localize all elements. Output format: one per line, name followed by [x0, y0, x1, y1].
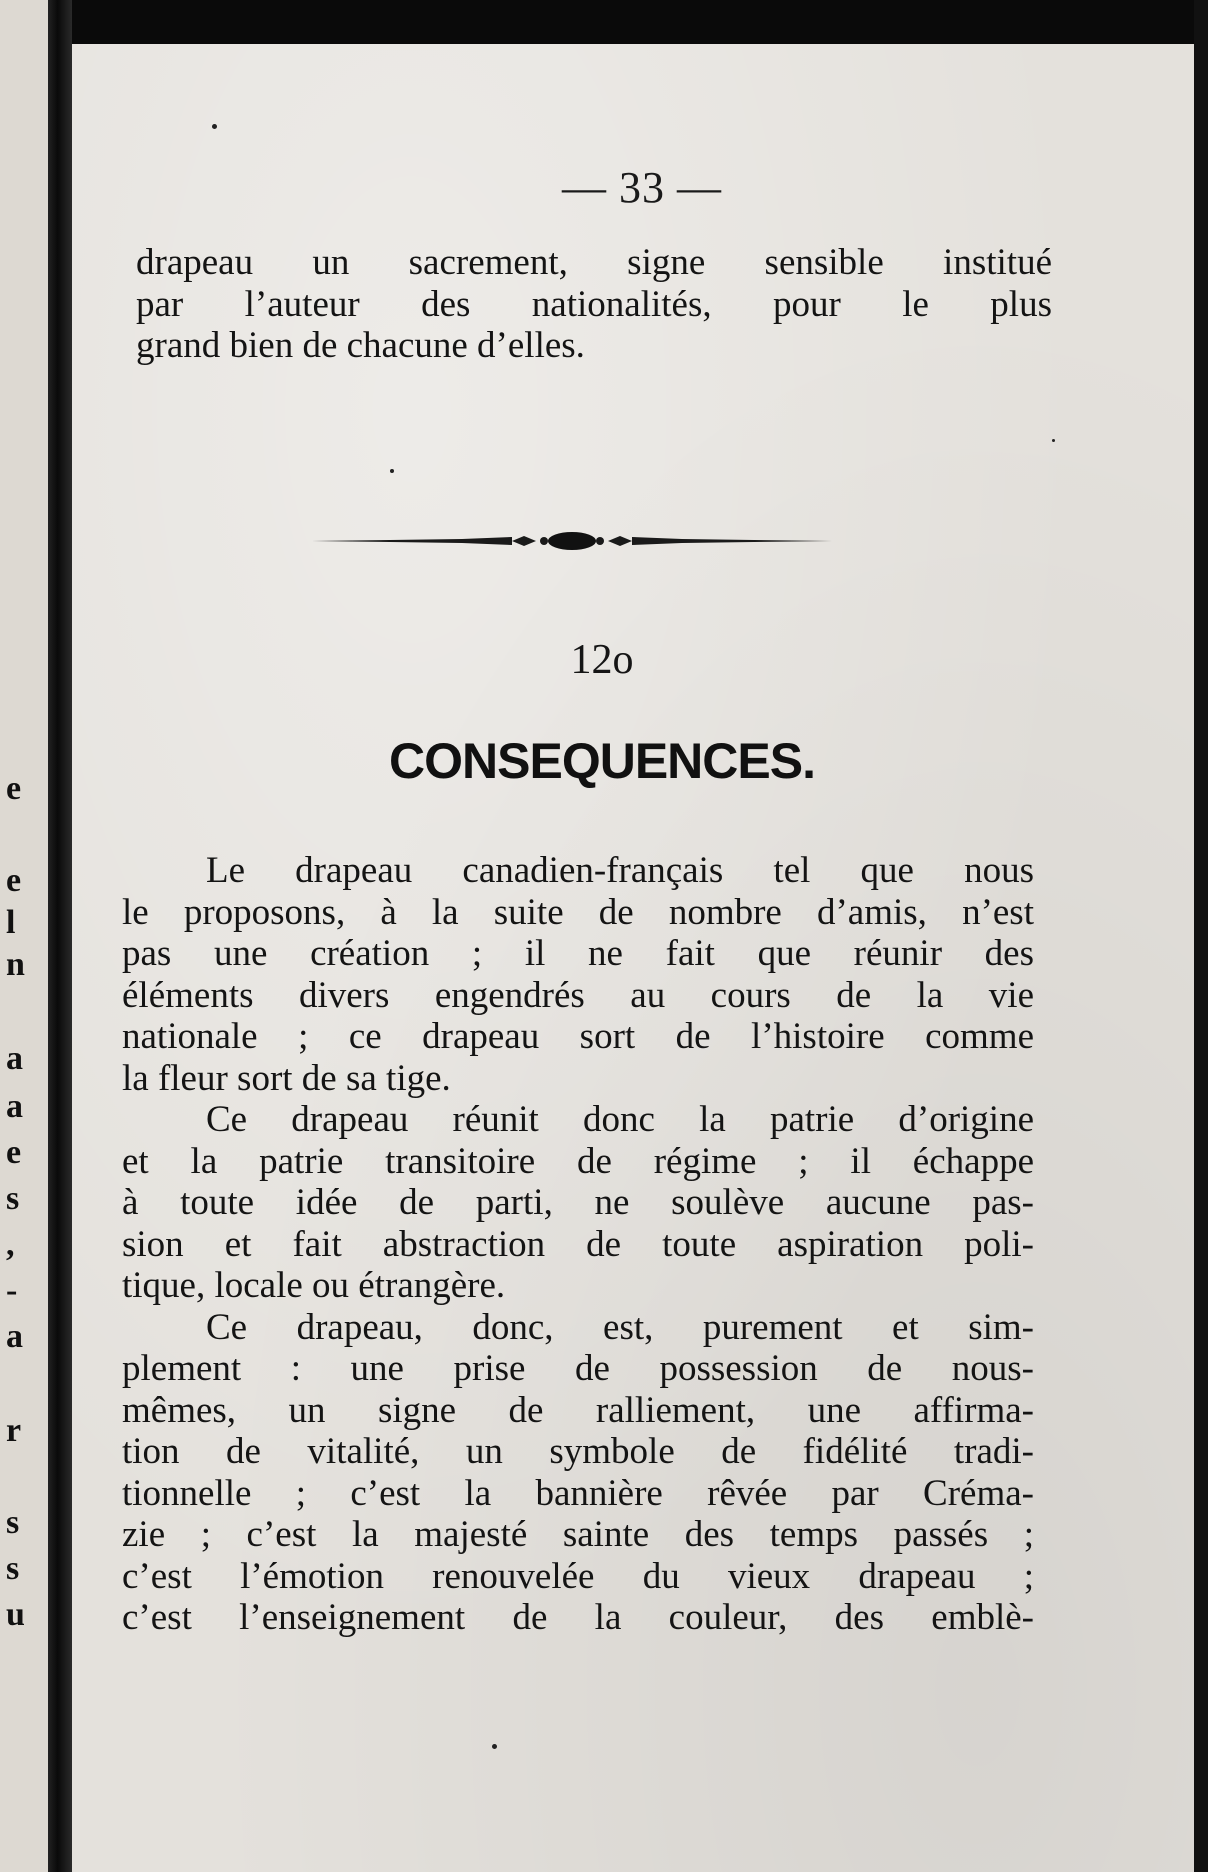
paper-speck	[492, 1744, 497, 1749]
previous-page-edge	[0, 0, 48, 1872]
ornamental-rule	[312, 526, 832, 556]
text-line: pas une création ; il ne fait que réunir des	[122, 933, 1034, 974]
text-line: c’est l’enseignement de la couleur, des emblè-	[122, 1597, 1034, 1638]
text-line: à toute idée de parti, ne soulève aucune pas-	[122, 1182, 1034, 1223]
text-line: Ce drapeau réunit donc la patrie d’origine	[206, 1099, 1034, 1140]
text-line: zie ; c’est la majesté sainte des temps passés ;	[122, 1514, 1034, 1555]
bleed-letter: s	[6, 1504, 20, 1541]
bleed-letter: e	[6, 1134, 22, 1171]
section-title: CONSEQUENCES.	[389, 733, 815, 789]
paper-speck	[1052, 439, 1055, 442]
book-page	[72, 44, 1204, 1872]
page-number: — 33 —	[562, 163, 722, 212]
bleed-letter: -	[6, 1272, 18, 1309]
text-line: tionnelle ; c’est la bannière rêvée par Créma-	[122, 1472, 1034, 1514]
text-line: plement : une prise de possession de nous-	[122, 1348, 1034, 1389]
text-line: drapeau un sacrement, signe sensible institué	[136, 242, 1052, 283]
text-line: le proposons, à la suite de nombre d’amis, n’est	[122, 891, 1034, 933]
bleed-letter: s	[6, 1550, 20, 1587]
opening-paragraph	[136, 242, 1052, 367]
section-number: 12o	[570, 637, 634, 683]
text-line: Le drapeau canadien-français tel que nous	[206, 850, 1034, 891]
text-line: sion et fait abstraction de toute aspiration poli-	[122, 1223, 1034, 1265]
text-line: Ce drapeau, donc, est, purement et sim-	[206, 1306, 1034, 1348]
text-line: éléments divers engendrés au cours de la vie	[122, 974, 1034, 1016]
text-line: c’est l’émotion renouvelée du vieux drapeau ;	[122, 1555, 1034, 1597]
bleed-letter: a	[6, 1088, 23, 1125]
main-text	[122, 850, 1034, 1639]
book-gutter	[48, 0, 72, 1872]
previous-page-letters	[4, 0, 44, 1872]
bleed-letter: u	[6, 1596, 25, 1633]
text-line: par l’auteur des nationalités, pour le plus	[136, 283, 1052, 325]
text-line: tion de vitalité, un symbole de fidélité tradi-	[122, 1431, 1034, 1472]
bleed-letter: ,	[6, 1226, 15, 1263]
text-line: tique, locale ou étrangère.	[122, 1265, 506, 1306]
bleed-letter: e	[6, 770, 22, 807]
text-line: mêmes, un signe de ralliement, une affirma-	[122, 1389, 1034, 1431]
bleed-letter: l	[6, 904, 16, 941]
bleed-letter: n	[6, 946, 25, 983]
text-line: nationale ; ce drapeau sort de l’histoire comme	[122, 1016, 1034, 1057]
paper-speck	[390, 469, 394, 473]
top-scan-border	[72, 0, 1208, 44]
text-line: la fleur sort de sa tige.	[122, 1057, 451, 1099]
bleed-letter: a	[6, 1318, 23, 1355]
text-line: et la patrie transitoire de régime ; il échappe	[122, 1140, 1034, 1182]
bleed-letter: s	[6, 1180, 20, 1217]
paper-speck	[212, 124, 217, 129]
bleed-letter: a	[6, 1040, 23, 1077]
right-scan-border	[1194, 0, 1208, 1872]
bleed-letter: e	[6, 862, 22, 899]
text-line: grand bien de chacune d’elles.	[136, 325, 585, 366]
bleed-letter: r	[6, 1412, 22, 1449]
